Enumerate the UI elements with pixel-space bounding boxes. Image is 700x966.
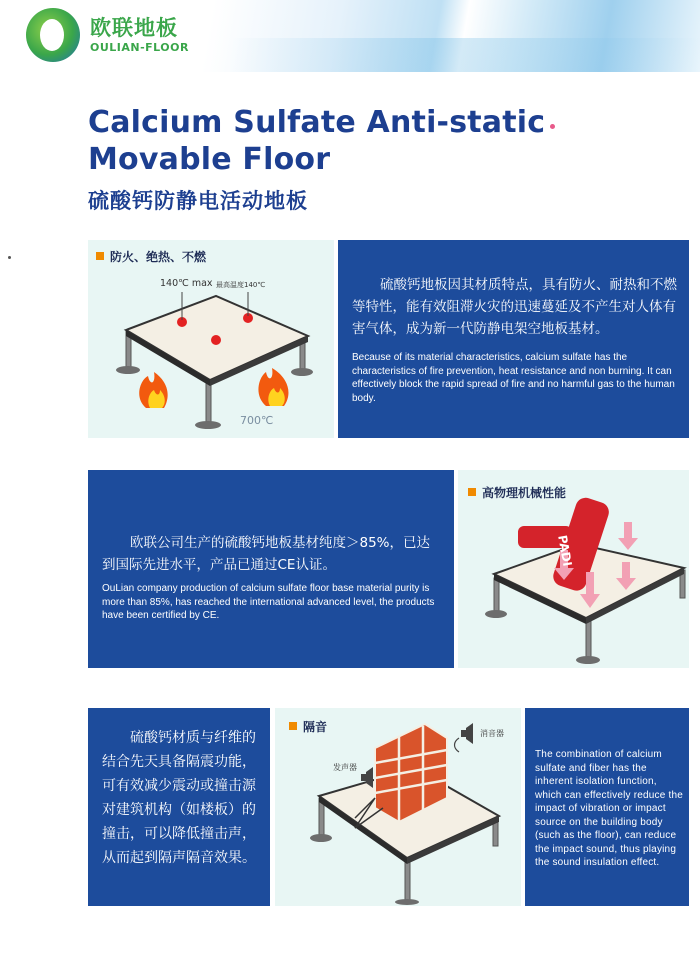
- title-line-1: Calcium Sulfate Anti-static: [88, 105, 546, 140]
- fireproof-text-cn: 硫酸钙地板因其材质特点，具有防火、耐热和不燃等特性，能有效阻滞火灾的迅速蔓延及不产生对人体有害气体，成为新一代防静电架空地板基材。: [352, 277, 677, 337]
- section-label-text: 防火、绝热、不燃: [110, 250, 207, 264]
- page-title-cn: 硫酸钙防静电活动地板: [88, 189, 308, 213]
- section-label-text: 隔音: [303, 720, 328, 734]
- sound-illustration: [275, 708, 521, 906]
- fireproof-description: [338, 240, 689, 438]
- sound-description-en: [525, 708, 689, 906]
- max-temp-cn-label: 最高温度140℃: [216, 281, 266, 289]
- sound-text-en: The combination of calcium sulfate and fiber has the inherent isolation function, which can effectively reduce the impact of vibration or impact source on the building body (such as the floor), can reduce the impact sound, thus playing the sound insulation effect.: [535, 749, 683, 868]
- sound-source-label: 发声器: [333, 763, 357, 772]
- decorative-dot: [8, 256, 11, 259]
- hammer-label: PADI: [555, 534, 575, 568]
- title-line-2: Movable Floor: [88, 142, 331, 177]
- brand-name-cn: 欧联地板: [90, 16, 178, 40]
- page-title-en: [88, 104, 568, 178]
- purity-text-cn: 欧联公司生产的硫酸钙地板基材纯度＞85%，已达到国际先进水平，产品已通过CE认证。: [102, 535, 431, 573]
- fireproof-illustration: [88, 240, 334, 438]
- mechanical-illustration: [458, 470, 689, 668]
- floor-panel-load-icon: [458, 470, 689, 668]
- sound-description-cn: [88, 708, 270, 906]
- muffler-label: 消音器: [480, 729, 504, 738]
- max-temp-label: 140℃ max: [160, 278, 213, 289]
- floor-panel-fire-icon: [88, 240, 334, 438]
- purity-text-en: OuLian company production of calcium sulfate floor base material purity is more than 85%, has reached the international advanced level, the products have been certified by CE.: [102, 583, 435, 621]
- brand-name-en: OULIAN-FLOOR: [90, 41, 189, 54]
- section-label-text: 高物理机械性能: [482, 486, 567, 500]
- decorative-dot: [550, 124, 555, 129]
- fireproof-text-en: Because of its material characteristics, calcium sulfate has the characteristics of fire prevention, heat resistance and non burning. It can effectively block the rapid spread of fire and no harmful gas to the human body.: [352, 352, 675, 404]
- sound-text-cn: 硫酸钙材质与纤维的结合先天具备隔震功能，可有效减少震动或撞击源对建筑机构（如楼板）的撞击，可以降低撞击声，从而起到隔声隔音效果。: [102, 730, 256, 866]
- purity-description: [88, 470, 454, 668]
- brand-logo-icon: [26, 8, 80, 62]
- fire-temp-label: 700℃: [240, 414, 274, 427]
